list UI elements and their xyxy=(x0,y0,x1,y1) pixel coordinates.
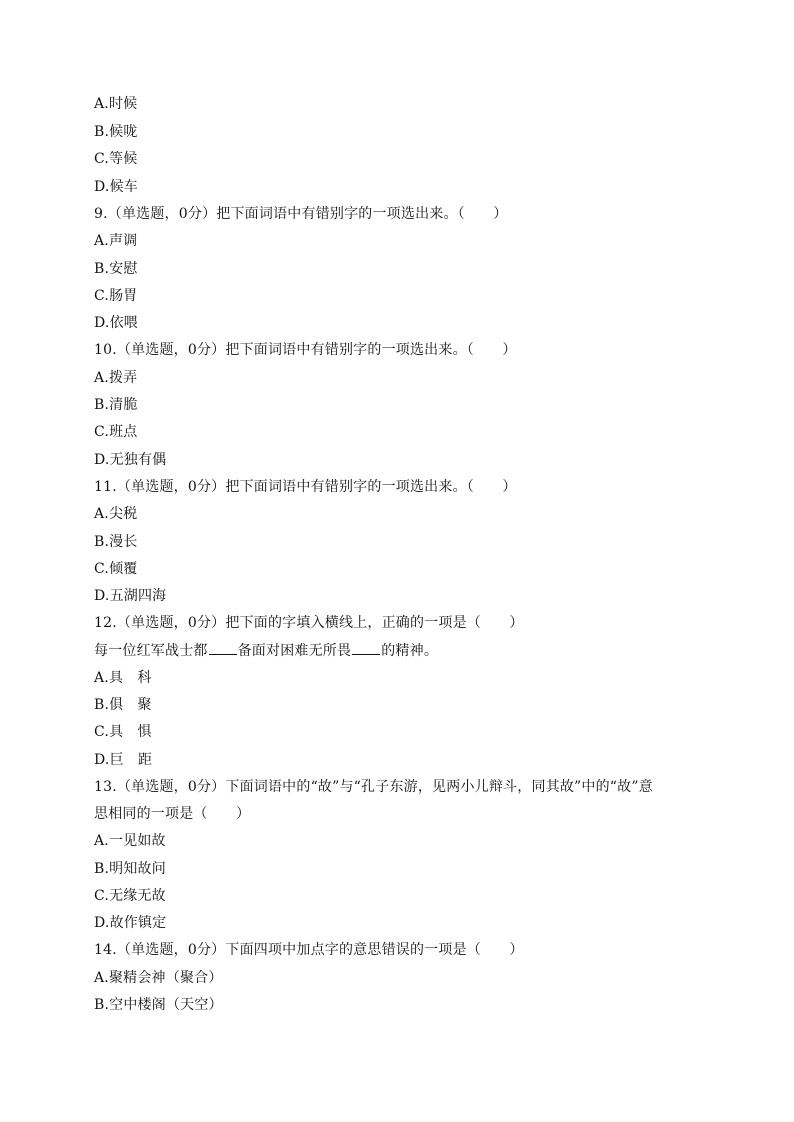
q13-option-c[interactable]: C.无缘无故 xyxy=(94,888,166,904)
q10-option-b[interactable]: B.清脆 xyxy=(94,397,138,413)
q14-option-b[interactable]: B.空中楼阁（天空） xyxy=(94,997,223,1013)
q9-option-a[interactable]: A.声调 xyxy=(94,233,138,249)
q10-stem: 10.（单选题，0分）把下面词语中有错别字的一项选出来。（ ） xyxy=(94,342,517,358)
q10-option-c[interactable]: C.班点 xyxy=(94,424,138,440)
q8-option-c[interactable]: C.等候 xyxy=(94,151,138,167)
q14-option-a[interactable]: A.聚精会神（聚合） xyxy=(94,970,223,986)
q12-option-a[interactable]: A.具 科 xyxy=(94,670,152,686)
q14-stem: 14.（单选题，0分）下面四项中加点字的意思错误的一项是（ ） xyxy=(94,942,524,958)
q8-option-d[interactable]: D.候车 xyxy=(94,179,138,195)
q13-stem-line1: 13.（单选题，0分）下面词语中的“故”与“孔子东游，见两小儿辩斗，同其故”中的“故”意 xyxy=(94,779,653,795)
q12-sentence xyxy=(94,642,438,660)
q12-blank-1 xyxy=(209,642,237,655)
q12-sentence-part1: 每一位红军战士都 xyxy=(94,643,208,659)
q13-option-d[interactable]: D.故作镇定 xyxy=(94,915,167,931)
q12-option-b[interactable]: B.俱 聚 xyxy=(94,697,152,713)
q9-stem: 9.（单选题，0分）把下面词语中有错别字的一项选出来。（ ） xyxy=(94,206,508,222)
q11-option-c[interactable]: C.倾覆 xyxy=(94,561,138,577)
q11-stem: 11.（单选题，0分）把下面词语中有错别字的一项选出来。（ ） xyxy=(94,479,517,495)
q13-option-b[interactable]: B.明知故问 xyxy=(94,861,166,877)
q12-sentence-part2: 备面对困难无所畏 xyxy=(237,643,352,659)
q12-blank-2 xyxy=(352,642,380,655)
q12-option-c[interactable]: C.具 惧 xyxy=(94,724,152,740)
q8-option-a[interactable]: A.时候 xyxy=(94,96,138,112)
q11-option-d[interactable]: D.五湖四海 xyxy=(94,588,167,604)
q13-option-a[interactable]: A.一见如故 xyxy=(94,833,166,849)
q9-option-b[interactable]: B.安慰 xyxy=(94,261,138,277)
q11-option-a[interactable]: A.尖税 xyxy=(94,506,138,522)
q9-option-d[interactable]: D.依喂 xyxy=(94,315,138,331)
q12-option-d[interactable]: D.巨 距 xyxy=(94,752,153,768)
q10-option-a[interactable]: A.拨弄 xyxy=(94,370,138,386)
q13-stem-line2: 思相同的一项是（ ） xyxy=(94,806,251,822)
q12-stem: 12.（单选题，0分）把下面的字填入横线上，正确的一项是（ ） xyxy=(94,615,524,631)
q8-option-b[interactable]: B.候咙 xyxy=(94,124,138,140)
q10-option-d[interactable]: D.无独有偶 xyxy=(94,452,167,468)
q12-sentence-part3: 的精神。 xyxy=(381,643,439,659)
q9-option-c[interactable]: C.肠胃 xyxy=(94,288,138,304)
q11-option-b[interactable]: B.漫长 xyxy=(94,534,138,550)
